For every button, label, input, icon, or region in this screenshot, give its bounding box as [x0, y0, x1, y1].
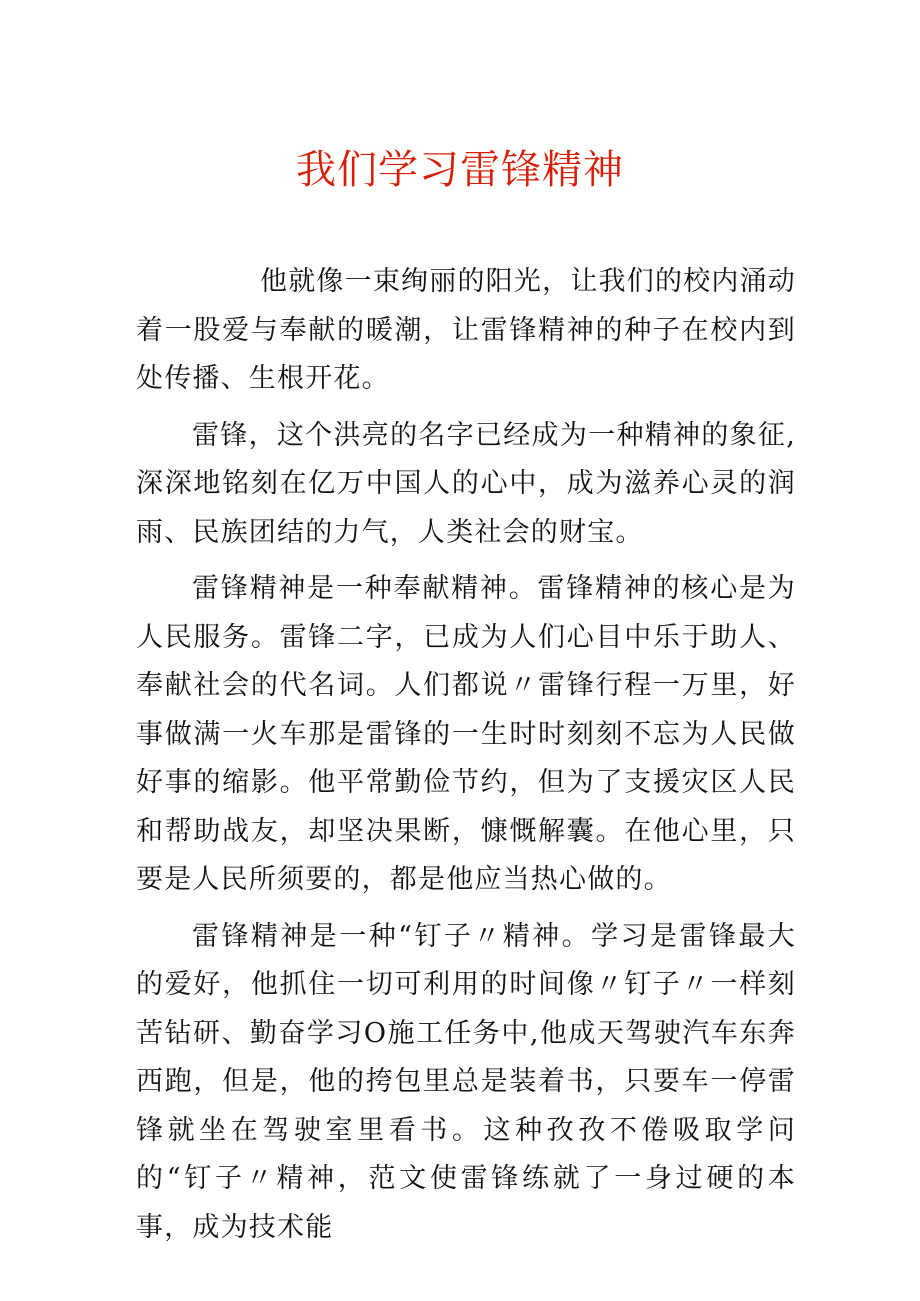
document-body — [136, 258, 796, 1252]
paragraph: 他就像一束绚丽的阳光，让我们的校内涌动着一股爱与奉献的暖潮，让雷锋精神的种子在校内到处传播、生根开花。 — [136, 266, 796, 394]
paragraph: 雷锋精神是一种奉献精神。雷锋精神的核心是为人民服务。雷锋二字，已成为人们心目中乐于助人、奉献社会的代名词。人们都说〃雷锋行程一万里，好事做满一火车那是雷锋的一生时时刻刻不忘为人民做好事的缩影。他平常勤俭节约，但为了支援灾区人民和帮助战友，却坚决果断，慷慨解囊。在他心里，只要是人民所须要的，都是他应当热心做的。 — [136, 573, 796, 895]
paragraph: 雷锋，这个洪亮的名字已经成为一种精神的象征,深深地铭刻在亿万中国人的心中，成为滋养心灵的润雨、民族团结的力气，人类社会的财宝。 — [136, 419, 796, 548]
paragraph: 雷锋精神是一种“钉子〃精神。学习是雷锋最大的爱好，他抓住一切可利用的时间像〃钉子〃一样刻苦钻研、勤奋学习O施工任务中,他成天驾驶汽车东奔西跑，但是，他的挎包里总是装着书，只要车一停雷锋就坐在驾驶室里看书。这种孜孜不倦吸取学问的“钉子〃精神，范文使雷锋练就了一身过硬的本事，成为技术能 — [136, 920, 796, 1243]
document-title: 我们学习雷锋精神 — [296, 147, 624, 193]
